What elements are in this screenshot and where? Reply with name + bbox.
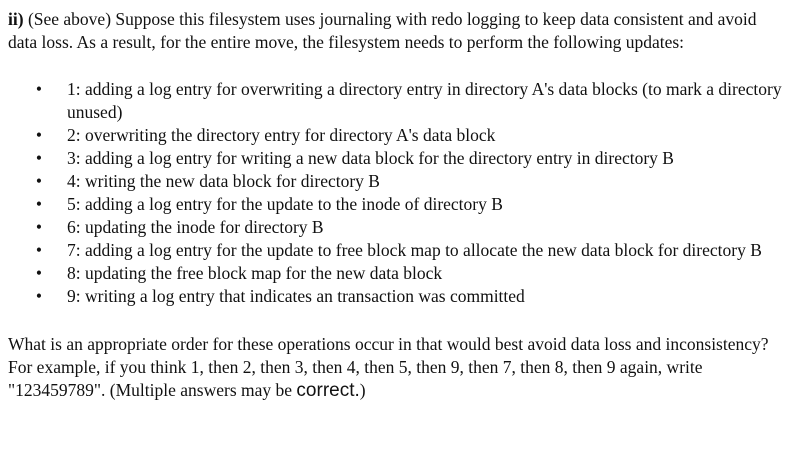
list-item (8, 285, 784, 308)
part-label: ii) (8, 9, 24, 29)
list-item (8, 78, 784, 124)
question-end: ) (359, 380, 366, 400)
list-item (8, 124, 784, 147)
step-text: 1: adding a log entry for overwriting a directory entry in directory A's data blocks (to mark a directory unused) (67, 79, 782, 122)
list-item (8, 170, 784, 193)
list-item (8, 239, 784, 262)
bullet-icon: • (35, 125, 43, 145)
intro-paragraph (8, 8, 784, 54)
bullet-icon: • (35, 240, 43, 260)
step-text: 5: adding a log entry for the update to the inode of directory B (67, 194, 503, 214)
bullet-icon: • (35, 286, 43, 306)
list-item (8, 193, 784, 216)
question-last-word: correct. (296, 380, 360, 401)
step-text: 3: adding a log entry for writing a new data block for the directory entry in directory B (67, 148, 674, 168)
list-item (8, 262, 784, 285)
step-text: 6: updating the inode for directory B (67, 217, 324, 237)
bullet-icon: • (35, 194, 43, 214)
bullet-icon: • (35, 263, 43, 283)
bullet-icon: • (35, 171, 43, 191)
bullet-icon: • (35, 217, 43, 237)
list-item (8, 147, 784, 170)
step-text: 2: overwriting the directory entry for directory A's data block (67, 125, 496, 145)
question-document (8, 8, 784, 402)
bullet-icon: • (35, 148, 43, 168)
step-text: 7: adding a log entry for the update to free block map to allocate the new data block for directory B (67, 240, 762, 260)
bullet-icon: • (35, 79, 43, 99)
intro-text: (See above) Suppose this filesystem uses journaling with redo logging to keep data consistent and avoid data loss. As a result, for the entire move, the filesystem needs to perform the following updates: (8, 9, 757, 52)
update-steps-list (8, 78, 784, 308)
step-text: 8: updating the free block map for the new data block (67, 263, 443, 283)
question-paragraph (8, 333, 784, 402)
list-item (8, 216, 784, 239)
question-text: What is an appropriate order for these operations occur in that would best avoid data loss and inconsistency? For example, if you think 1, then 2, then 3, then 4, then 5, then 9, then 7, then 8, then 9 again, write "123459789". (Multiple answers may be (8, 334, 769, 400)
step-text: 4: writing the new data block for directory B (67, 171, 380, 191)
step-text: 9: writing a log entry that indicates an transaction was committed (67, 286, 525, 306)
